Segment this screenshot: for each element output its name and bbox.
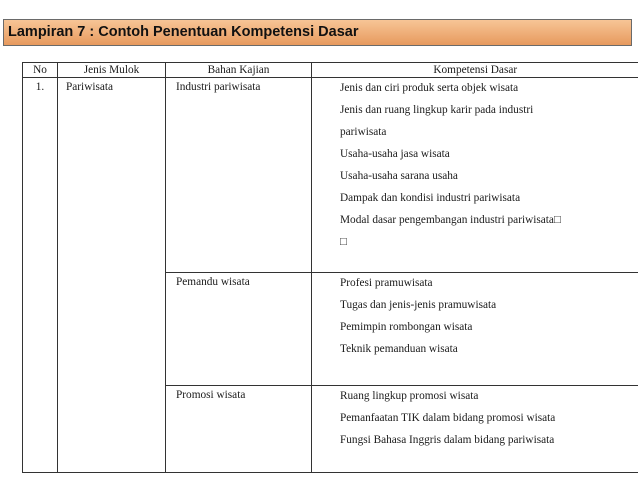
kompetensi-item: Ruang lingkup promosi wisata <box>340 390 479 402</box>
kompetensi-item: Pemanfaatan TIK dalam bidang promosi wisata <box>340 412 556 424</box>
kompetensi-item: Dampak dan kondisi industri pariwisata <box>340 192 521 204</box>
kompetensi-list <box>312 273 638 364</box>
kompetensi-table <box>22 62 638 473</box>
cell-bahan-kajian <box>166 386 312 473</box>
bahan-kajian-value: Industri pariwisata <box>176 81 261 93</box>
kompetensi-list <box>312 386 638 455</box>
kompetensi-item: Fungsi Bahasa Inggris dalam bidang pariwisata <box>340 434 555 446</box>
table-row <box>23 78 638 273</box>
cell-bahan-kajian <box>166 273 312 386</box>
header-kompetensi-dasar: Kompetensi Dasar <box>312 63 638 78</box>
cell-jenis-mulok <box>58 78 166 473</box>
bahan-kajian-value: Promosi wisata <box>176 389 246 401</box>
kompetensi-item: Usaha-usaha sarana usaha <box>340 170 458 182</box>
kompetensi-item: pariwisata <box>340 126 387 138</box>
kompetensi-list <box>312 78 638 257</box>
kompetensi-item: Teknik pemanduan wisata <box>340 343 458 355</box>
cell-kompetensi-dasar <box>312 273 638 386</box>
cell-bahan-kajian <box>166 78 312 273</box>
bahan-kajian-value: Pemandu wisata <box>176 276 250 288</box>
kompetensi-item: Jenis dan ciri produk serta objek wisata <box>340 82 519 94</box>
kompetensi-item: Tugas dan jenis-jenis pramuwisata <box>340 299 497 311</box>
kompetensi-item: Profesi pramuwisata <box>340 277 433 289</box>
cell-no <box>23 78 58 473</box>
kompetensi-item: □ <box>340 236 347 248</box>
kompetensi-item: Usaha-usaha jasa wisata <box>340 148 450 160</box>
header-jenis-mulok: Jenis Mulok <box>58 63 166 78</box>
kompetensi-item: Modal dasar pengembangan industri pariwisata□ <box>340 214 561 226</box>
cell-kompetensi-dasar <box>312 78 638 273</box>
header-no: No <box>23 63 58 78</box>
jenis-mulok-value: Pariwisata <box>66 81 114 93</box>
header-bahan-kajian: Bahan Kajian <box>166 63 312 78</box>
kompetensi-item: Pemimpin rombongan wisata <box>340 321 473 333</box>
cell-kompetensi-dasar <box>312 386 638 473</box>
page-title: Lampiran 7 : Contoh Penentuan Kompetensi Dasar <box>8 24 359 40</box>
no-value: 1. <box>35 81 45 93</box>
table-header-row <box>23 63 638 78</box>
title-bar <box>3 19 632 46</box>
kompetensi-item: Jenis dan ruang lingkup karir pada industri <box>340 104 534 116</box>
